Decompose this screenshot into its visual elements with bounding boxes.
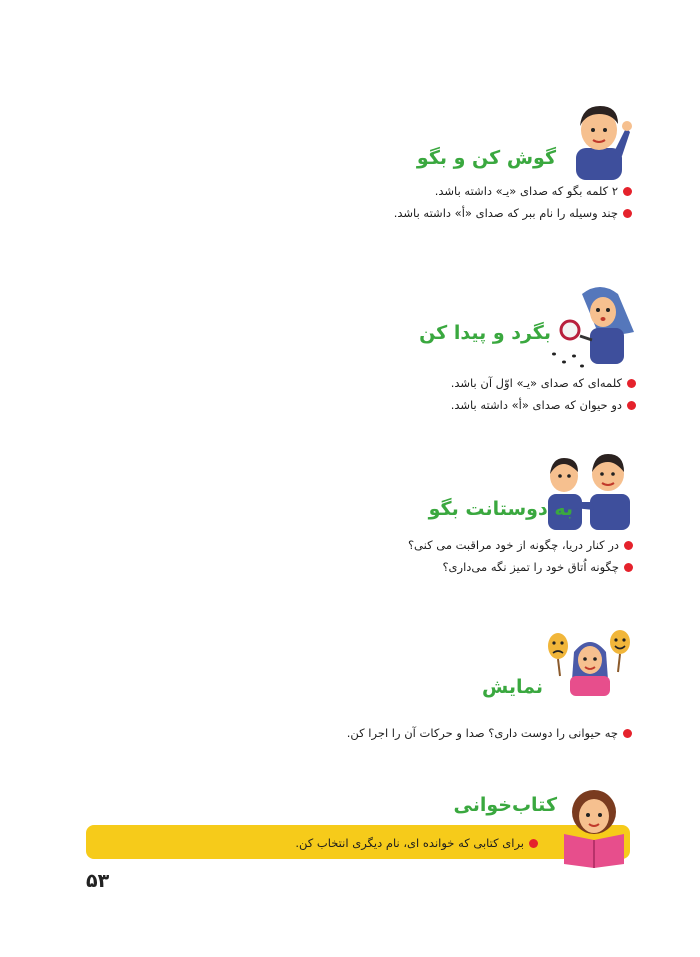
bullet-dot-icon [624,541,633,550]
list-item: برای کتابی که خوانده ای، نام دیگری انتخاب کن. [295,832,538,854]
bullet-list [394,180,632,224]
bullet-dot-icon [623,209,632,218]
boy-waving-icon [566,98,632,180]
list-item: در کنار دریا، چگونه از خود مراقبت می کنی؟ [408,534,633,556]
list-item: چند وسیله را نام ببر که صدای «أ» داشته باشد. [394,202,632,224]
bullet-list [408,534,633,578]
bullet-list [451,372,636,416]
girl-reading-book-icon [558,784,630,868]
bullet-list [295,832,538,854]
bullet-dot-icon [624,563,633,572]
page-number: ۵۳ [86,870,110,892]
section-title: به دوستانت بگو [428,498,573,520]
list-item: چگونه اُتاق خود را تمیز نگه می‌داری؟ [408,556,633,578]
bullet-list [347,722,632,744]
bullet-dot-icon [627,401,636,410]
bullet-dot-icon [623,187,632,196]
girl-magnifier-icon [548,282,638,372]
list-item: ۲ کلمه بگو که صدای «یـ» داشته باشد. [394,180,632,202]
bullet-dot-icon [627,379,636,388]
section-title: نمایش [482,676,543,698]
list-item: دو حیوان که صدای «أ» داشته باشد. [451,394,636,416]
list-item: چه حیوانی را دوست داری؟ صدا و حرکات آن را اجرا کن. [347,722,632,744]
bullet-dot-icon [623,729,632,738]
section-title: کتاب‌خوانی [453,794,557,816]
list-item: کلمه‌ای که صدای «یـ» اوّل آن باشد. [451,372,636,394]
girl-theater-masks-icon [544,628,636,696]
bullet-dot-icon [529,839,538,848]
section-title: گوش کن و بگو [416,147,556,169]
section-title: بگرد و پیدا کن [419,322,551,344]
